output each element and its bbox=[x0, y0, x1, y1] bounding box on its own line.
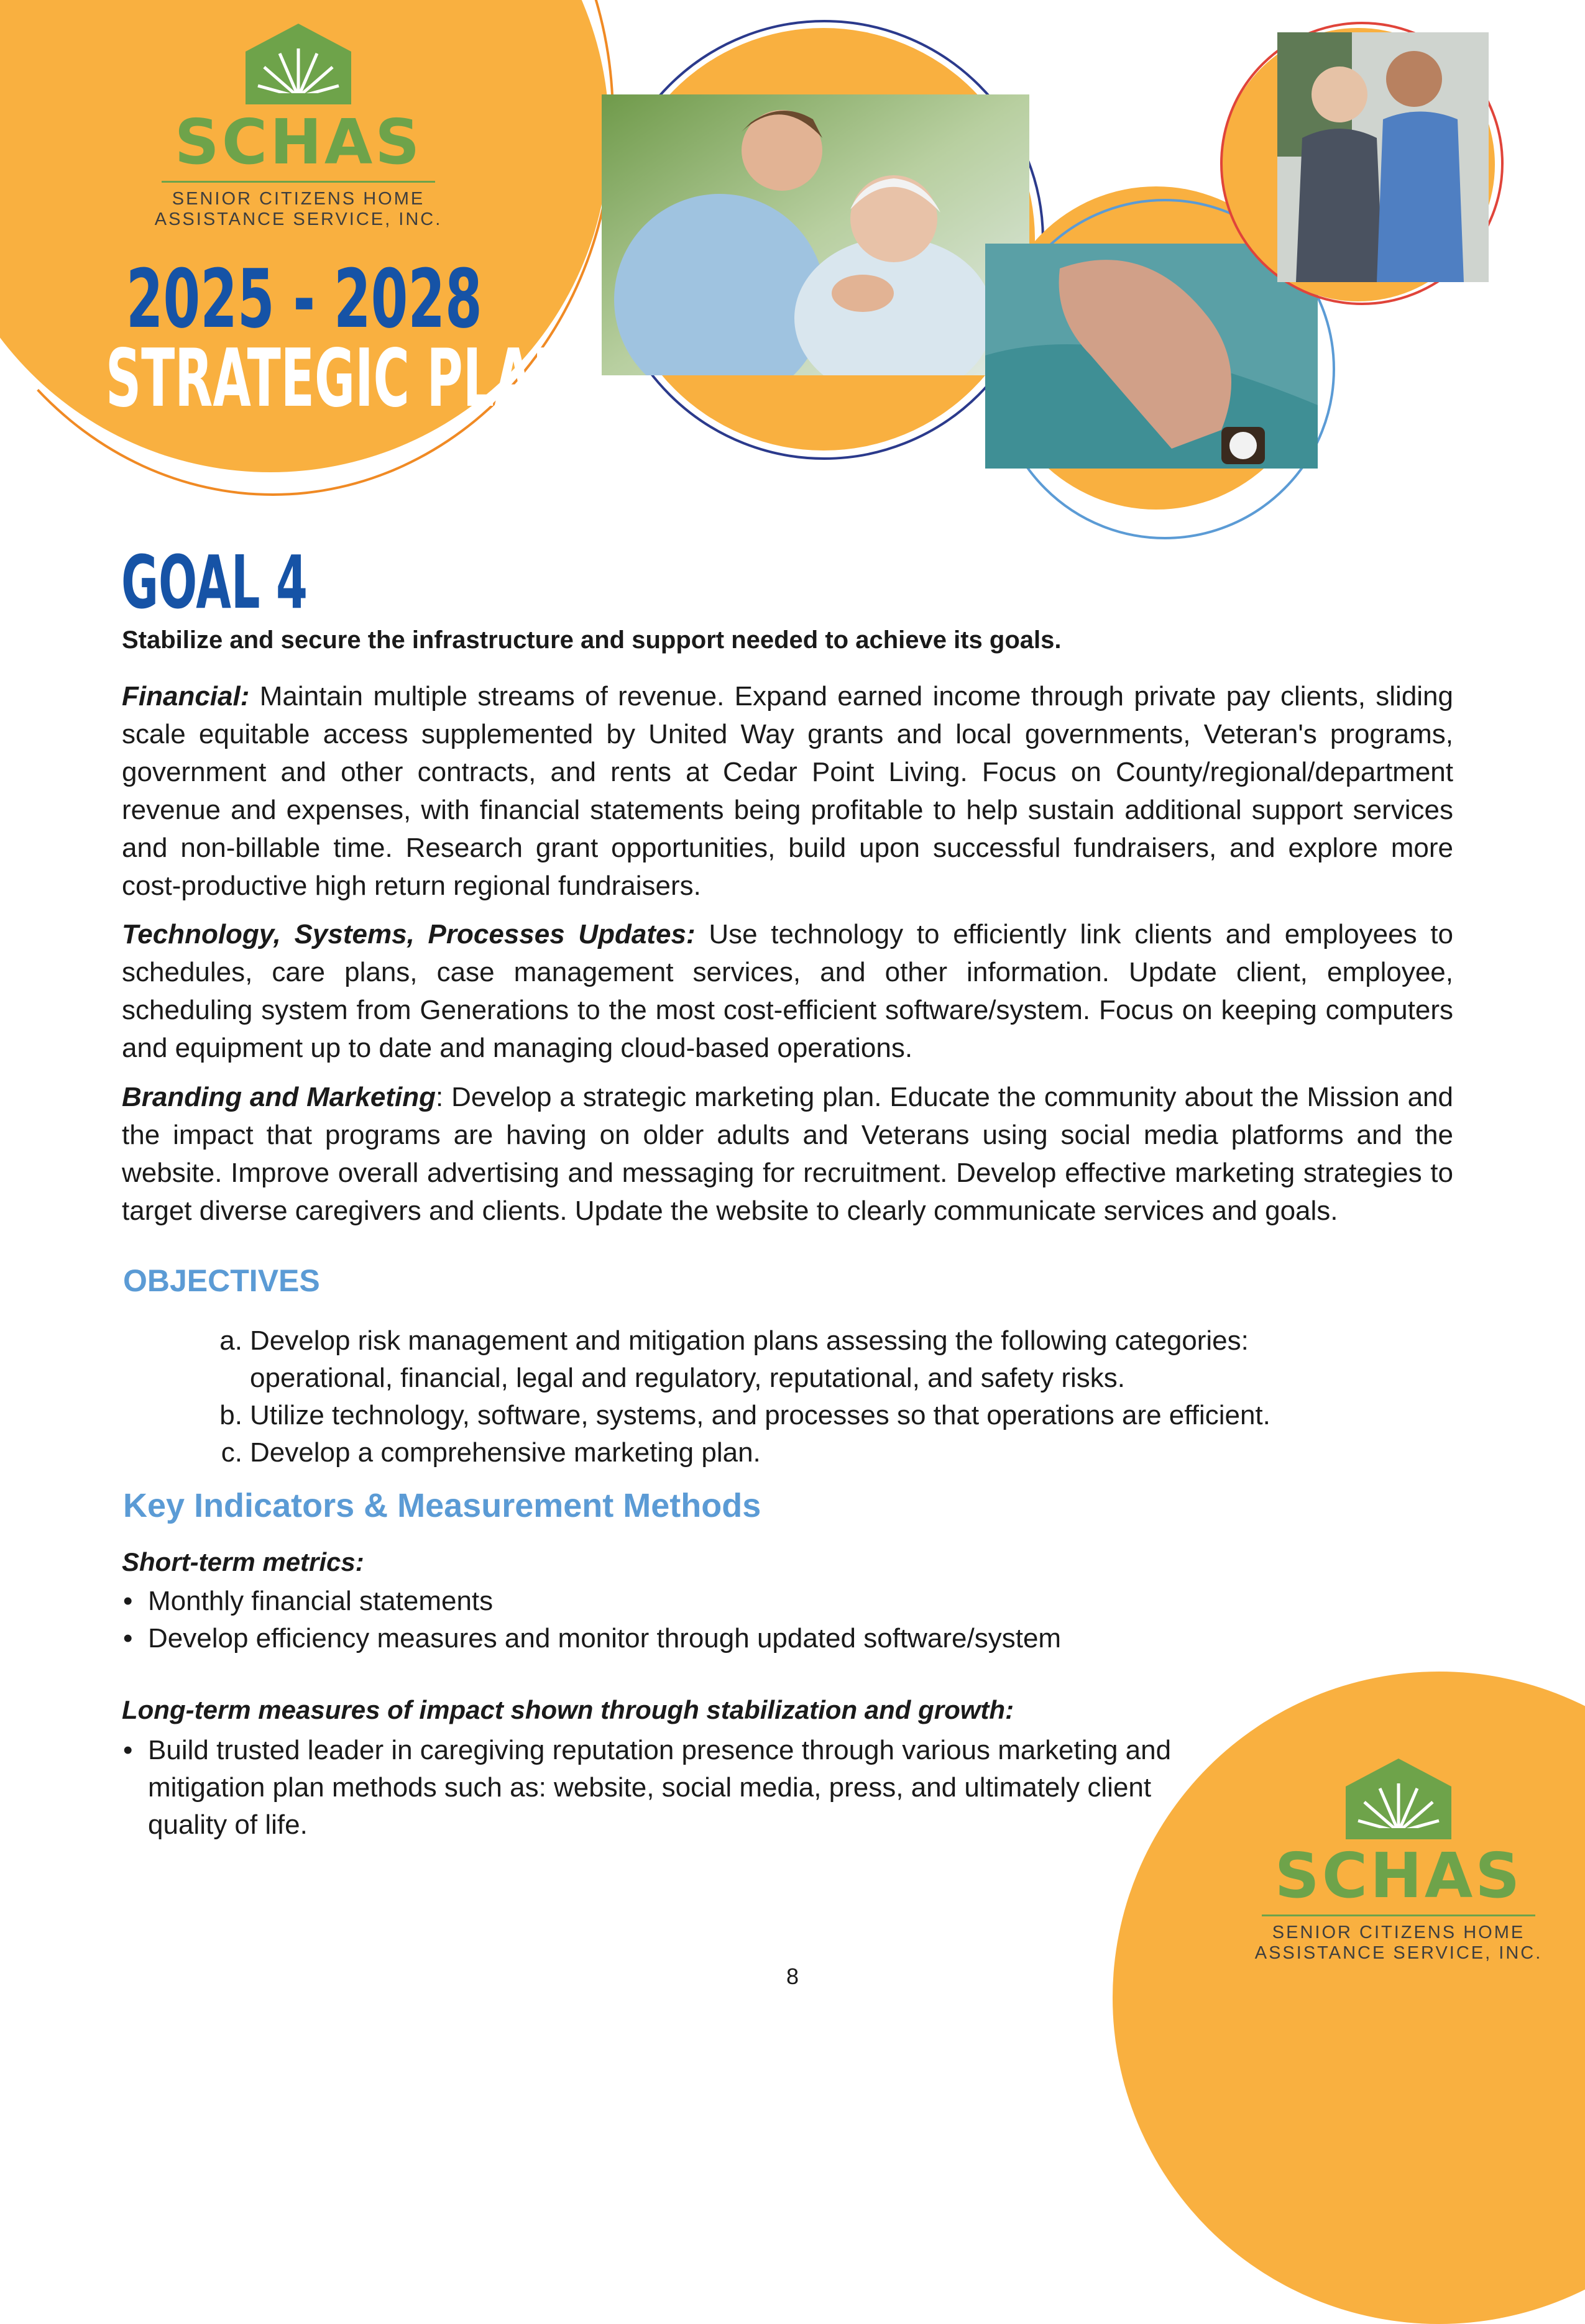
short-term-heading: Short-term metrics: bbox=[122, 1547, 364, 1576]
objective-marker: c. bbox=[221, 1437, 242, 1468]
technology-text: Use technology to efficiently link clients and employees to schedules, care plans, case management services, and other information. Update client, employee, scheduling system from Generations to the most cost-efficient software/system. Focus on keeping computers and equipment up to date and managing cloud-based operations. bbox=[122, 919, 1453, 1063]
logo-name: SCHAS bbox=[174, 106, 423, 178]
objective-item bbox=[205, 1434, 1270, 1471]
objective-item bbox=[205, 1397, 1270, 1434]
indicators-heading: Key Indicators & Measurement Methods bbox=[123, 1487, 761, 1524]
objective-text: Develop risk management and mitigation plans assessing the following categories: bbox=[250, 1325, 1249, 1356]
house-sunburst-icon bbox=[1346, 1759, 1451, 1839]
objective-marker: a. bbox=[219, 1325, 242, 1356]
objective-text-continued: operational, financial, legal and regulatory, reputational, and safety risks. bbox=[250, 1363, 1126, 1393]
objective-item bbox=[205, 1322, 1270, 1397]
financial-paragraph bbox=[122, 677, 1453, 905]
short-term-item bbox=[122, 1620, 1427, 1657]
photo-hand-on-shoulder bbox=[985, 244, 1318, 469]
logo-subtitle-line2: ASSISTANCE SERVICE, INC. bbox=[1254, 1943, 1543, 1964]
branding-lead: Branding and Marketing bbox=[122, 1082, 436, 1112]
financial-text: Maintain multiple streams of revenue. Expand earned income through private pay clients, sliding scale equitable access supplemented by United Way grants and local governments, Veteran's programs, government and other contracts, and rents at Cedar Point Living. Focus on County/regional/department revenue and expenses, with financial statements being profitable to help sustain additional support services and non-billable time. Research grant opportunities, build upon successful fundraisers, and explore more cost-productive high return regional fundraisers. bbox=[122, 681, 1453, 901]
technology-lead: Technology, Systems, Processes Updates: bbox=[122, 919, 696, 949]
objective-marker: b. bbox=[219, 1400, 242, 1430]
logo-subtitle-line2: ASSISTANCE SERVICE, INC. bbox=[154, 209, 443, 230]
plan-title: STRATEGIC PLAN bbox=[106, 332, 574, 425]
long-term-list bbox=[122, 1732, 1203, 1844]
logo-divider bbox=[1262, 1915, 1535, 1916]
branding-paragraph bbox=[122, 1078, 1453, 1230]
plan-years: 2025 - 2028 bbox=[126, 252, 482, 346]
goal-subtitle: Stabilize and secure the infrastructure and support needed to achieve its goals. bbox=[122, 626, 1062, 654]
logo-name: SCHAS bbox=[1274, 1839, 1523, 1912]
photo-caregiver-walking bbox=[1277, 32, 1489, 282]
logo-subtitle-line1: SENIOR CITIZENS HOME bbox=[1272, 1923, 1525, 1942]
goal-title: GOAL 4 bbox=[121, 539, 308, 625]
house-sunburst-icon bbox=[246, 24, 351, 104]
short-term-item bbox=[122, 1583, 1427, 1620]
logo-divider bbox=[162, 181, 435, 183]
objective-text: Utilize technology, software, systems, and processes so that operations are efficient. bbox=[250, 1400, 1270, 1430]
photo-nurse-with-senior bbox=[602, 94, 1029, 375]
bullet-icon: • bbox=[123, 1735, 133, 1765]
header-logo bbox=[137, 24, 460, 231]
long-term-text: Build trusted leader in caregiving reputation presence through various marketing and mitigation plan methods such as: website, social media, press, and ultimately client quality of life. bbox=[148, 1735, 1172, 1840]
footer-logo bbox=[1237, 1759, 1560, 1964]
short-term-text: Monthly financial statements bbox=[148, 1586, 494, 1616]
short-term-list bbox=[122, 1583, 1427, 1657]
financial-lead: Financial: bbox=[122, 681, 250, 711]
long-term-heading: Long-term measures of impact shown through stabilization and growth: bbox=[122, 1695, 1014, 1724]
long-term-item bbox=[122, 1732, 1203, 1844]
branding-text: : Develop a strategic marketing plan. Educate the community about the Mission and the impact that programs are having on older adults and Veterans using social media platforms and the website. Improve overall advertising and messaging for recruitment. Develop effective marketing strategies to target diverse caregivers and clients. Update the website to clearly communicate services and goals. bbox=[122, 1082, 1453, 1226]
objectives-list bbox=[205, 1322, 1270, 1471]
objectives-heading: OBJECTIVES bbox=[123, 1263, 320, 1298]
bullet-icon: • bbox=[123, 1623, 133, 1654]
short-term-text: Develop efficiency measures and monitor through updated software/system bbox=[148, 1623, 1062, 1654]
objective-text: Develop a comprehensive marketing plan. bbox=[250, 1437, 761, 1468]
bullet-icon: • bbox=[123, 1586, 133, 1616]
page-number: 8 bbox=[786, 1964, 799, 1989]
technology-paragraph bbox=[122, 915, 1453, 1067]
logo-subtitle-line1: SENIOR CITIZENS HOME bbox=[172, 189, 425, 209]
